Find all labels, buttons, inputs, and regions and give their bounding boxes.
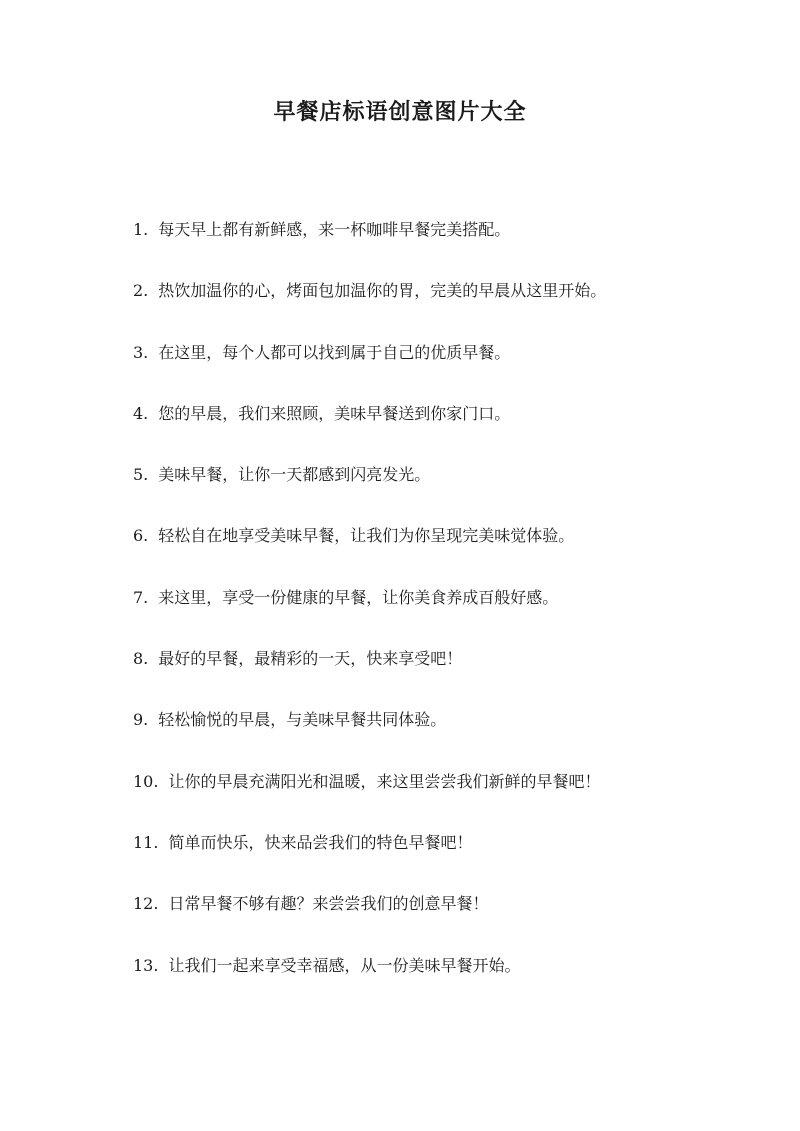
page-title: 早餐店标语创意图片大全 [273, 99, 527, 125]
item-text: 让我们一起来享受幸福感，从一份美味早餐开始。 [168, 955, 521, 975]
item-number: 12. [133, 894, 159, 914]
item-text: 您的早晨，我们来照顾，美味早餐送到你家门口。 [158, 403, 511, 423]
item-number: 9. [133, 710, 149, 730]
item-text: 来这里，享受一份健康的早餐，让你美食养成百般好感。 [158, 587, 559, 607]
list-item [133, 706, 753, 767]
list-item [133, 952, 753, 1013]
item-text: 每天早上都有新鲜感，来一杯咖啡早餐完美搭配。 [158, 220, 511, 239]
item-number: 13. [133, 955, 159, 975]
slogan-list [133, 216, 753, 1013]
list-item [133, 890, 753, 951]
item-number: 8. [133, 649, 149, 669]
list-item [133, 829, 753, 890]
item-text: 轻松愉悦的早晨，与美味早餐共同体验。 [158, 710, 447, 730]
list-item [133, 522, 753, 583]
list-item [133, 461, 753, 522]
item-number: 7. [133, 587, 149, 607]
item-number: 4. [133, 403, 149, 423]
item-text: 让你的早晨充满阳光和温暖，来这里尝尝我们新鲜的早餐吧！ [168, 771, 601, 791]
item-text: 在这里，每个人都可以找到属于自己的优质早餐。 [158, 342, 511, 362]
item-number: 10. [133, 771, 159, 791]
item-number: 1. [133, 220, 149, 239]
list-item [133, 216, 753, 277]
item-number: 2. [133, 281, 149, 301]
item-text: 日常早餐不够有趣？来尝尝我们的创意早餐！ [168, 894, 489, 914]
list-item [133, 277, 753, 338]
item-text: 简单而快乐，快来品尝我们的特色早餐吧！ [168, 832, 473, 852]
item-number: 3. [133, 342, 149, 362]
list-item [133, 768, 753, 829]
item-number: 5. [133, 465, 149, 485]
list-item [133, 400, 753, 461]
item-number: 6. [133, 526, 149, 546]
item-text: 美味早餐，让你一天都感到闪亮发光。 [158, 465, 431, 485]
item-text: 最好的早餐，最精彩的一天，快来享受吧！ [158, 649, 463, 669]
item-text: 热饮加温你的心，烤面包加温你的胃，完美的早晨从这里开始。 [158, 281, 607, 301]
list-item [133, 645, 753, 706]
list-item [133, 339, 753, 400]
item-number: 11. [133, 832, 159, 852]
item-text: 轻松自在地享受美味早餐，让我们为你呈现完美味觉体验。 [158, 526, 575, 546]
list-item [133, 584, 753, 645]
